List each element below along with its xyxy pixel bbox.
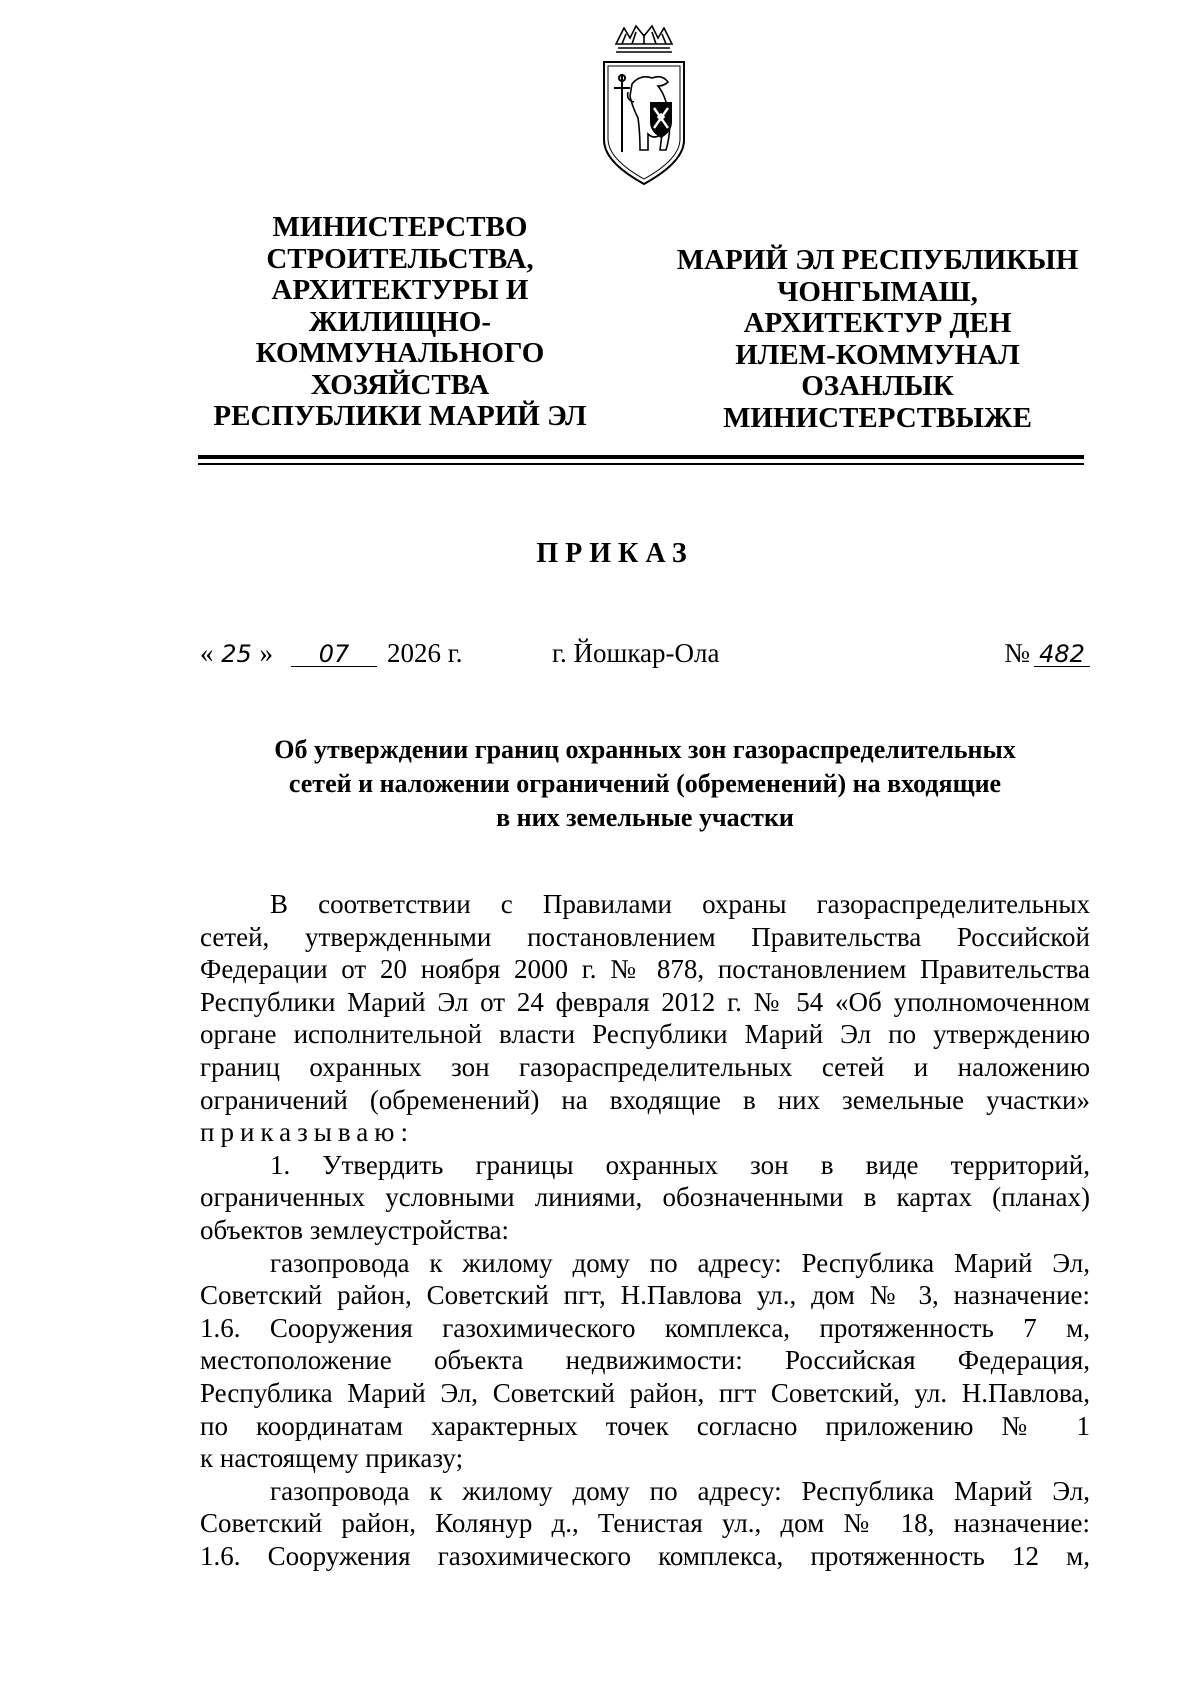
date-year: 2026 г. <box>387 638 463 668</box>
date-close-quote: » <box>259 638 273 668</box>
crown-icon <box>616 26 672 52</box>
header-left-line: РЕСПУБЛИКИ МАРИЙ ЭЛ <box>213 400 587 432</box>
body-line: 1.6. Сооружения газохимического комплекса, протяженность 12 м, <box>200 1540 1090 1571</box>
body-line-order-word: приказываю: <box>200 1117 414 1148</box>
body-line: 1. Утвердить границы охранных зон в виде территорий, <box>270 1149 1090 1180</box>
body-line: В соответствии с Правилами охраны газораспределительных <box>270 889 1090 919</box>
header-divider-thick <box>198 455 1084 459</box>
title-line: Об утверждении границ охранных зон газораспределительных <box>274 735 1016 764</box>
header-right-line: ЧОНГЫМАШ, <box>777 275 978 308</box>
date-number-row <box>200 638 1090 678</box>
number-handwritten: 482 <box>1034 642 1090 667</box>
document-number <box>1004 638 1090 669</box>
shield-outline <box>604 62 684 184</box>
header-right-line: МАРИЙ ЭЛ РЕСПУБЛИКЫН <box>676 244 1079 276</box>
body-line: сетей, утвержденными постановлением Правительства Российской <box>200 921 1090 952</box>
date-day-handwritten: 25 <box>221 640 252 668</box>
header-left-line: ХОЗЯЙСТВА <box>310 368 490 401</box>
title-line: сетей и наложении ограничений (обременений) на входящие <box>288 769 1002 798</box>
coat-of-arms-emblem <box>596 22 692 194</box>
body-line: ограниченных условными линиями, обозначенными в картах (планах) <box>200 1182 1090 1213</box>
body-line: по координатам характерных точек согласно приложению № 1 <box>200 1410 1090 1441</box>
number-label: № <box>1004 638 1030 668</box>
header-left-line: СТРОИТЕЛЬСТВА, <box>266 242 534 275</box>
document-date <box>200 638 463 669</box>
header-left-line: АРХИТЕКТУРЫ И <box>271 274 529 306</box>
body-line: Республики Марий Эл от 24 февраля 2012 г. № 54 «Об уполномоченном <box>200 986 1090 1017</box>
body-line: местоположение объекта недвижимости: Российская Федерация, <box>200 1345 1090 1376</box>
header-right-line: МИНИСТЕРСТВЫЖЕ <box>723 401 1032 434</box>
document-city: г. Йошкар-Ола <box>552 638 720 668</box>
sword-icon <box>614 74 630 152</box>
document-body <box>200 888 1090 1572</box>
date-open-quote: « <box>200 638 214 668</box>
document-title <box>200 733 1090 835</box>
title-line: в них земельные участки <box>496 803 794 832</box>
header-ministry-russian <box>200 212 600 433</box>
header-ministry-mari <box>665 245 1090 434</box>
header-right-line: ОЗАНЛЫК <box>801 370 954 402</box>
body-line: газопровода к жилому дому по адресу: Республика Марий Эл, <box>270 1475 1090 1506</box>
header-right-line: АРХИТЕКТУР ДЕН <box>743 307 1012 339</box>
header-right-line: ИЛЕМ-КОММУНАЛ <box>735 338 1020 371</box>
header-divider-thin <box>198 463 1084 465</box>
body-line: 1.6. Сооружения газохимического комплекса, протяженность 7 м, <box>200 1312 1090 1343</box>
body-line: Республика Марий Эл, Советский район, пгт Советский, ул. Н.Павлова, <box>200 1377 1090 1408</box>
header-left-line: ЖИЛИЩНО- <box>308 305 491 338</box>
header-left-line: МИНИСТЕРСТВО <box>272 211 528 243</box>
body-line: ограничений (обременений) на входящие в них земельные участки» <box>200 1084 1090 1115</box>
body-line: к настоящему приказу; <box>200 1443 464 1474</box>
body-line: органе исполнительной власти Республики Марий Эл по утверждению <box>200 1019 1090 1050</box>
header-left-line: КОММУНАЛЬНОГО <box>255 337 545 369</box>
body-line: Федерации от 20 ноября 2000 г. № 878, постановлением Правительства <box>200 954 1090 985</box>
date-month-handwritten: 07 <box>291 642 377 667</box>
body-line: границ охранных зон газораспределительных сетей и наложению <box>200 1051 1090 1082</box>
body-line: Советский район, Колянур д., Тенистая ул., дом № 18, назначение: <box>200 1508 1090 1539</box>
document-type-heading: ПРИКАЗ <box>536 538 694 569</box>
body-line: газопровода к жилому дому по адресу: Республика Марий Эл, <box>270 1247 1090 1278</box>
body-line: объектов землеустройства: <box>200 1214 509 1245</box>
body-line: Советский район, Советский пгт, Н.Павлова ул., дом № 3, назначение: <box>200 1280 1090 1311</box>
